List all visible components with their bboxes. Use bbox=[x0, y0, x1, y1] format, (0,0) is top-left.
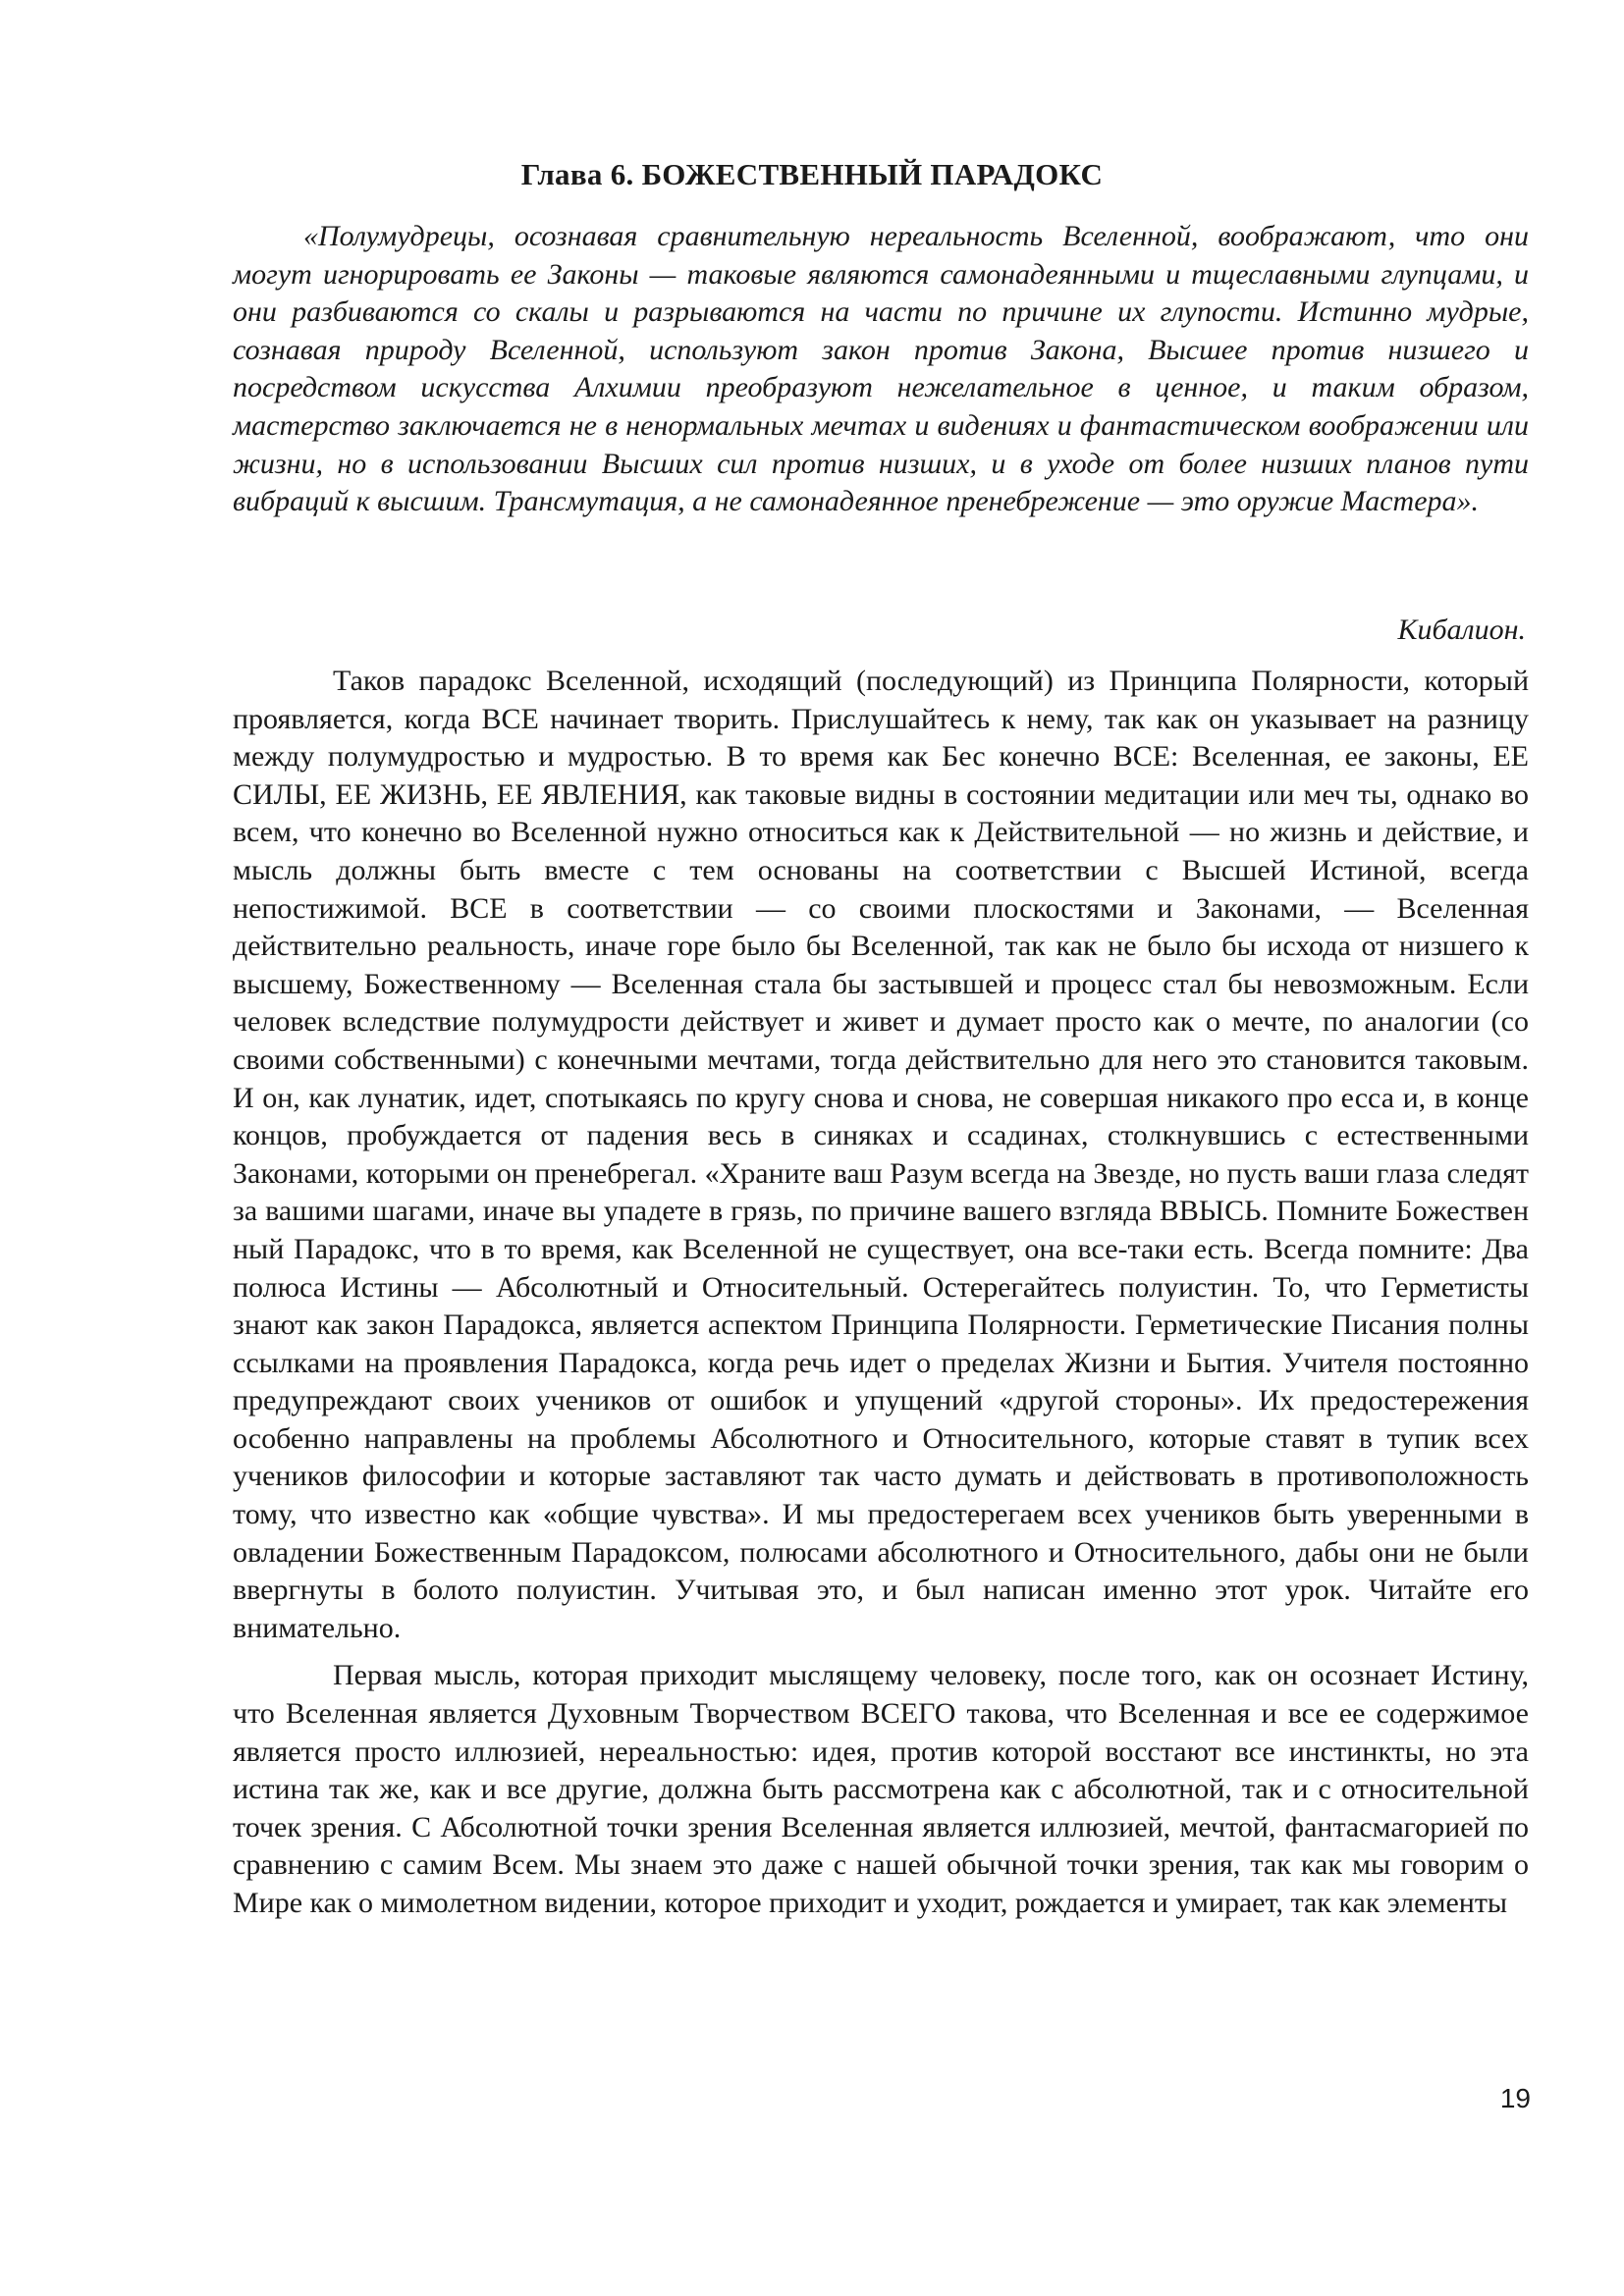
body-text bbox=[233, 663, 1529, 1923]
page-number: 19 bbox=[1499, 2083, 1531, 2113]
chapter-title: Глава 6. БОЖЕСТВЕННЫЙ ПАРАДОКС bbox=[520, 157, 1104, 191]
epigraph-source: Кибалион. bbox=[1397, 614, 1526, 646]
epigraph-quote: «Полумудрецы, осознавая сравнительную нереальность Вселенной, воображают, что они могут игнорировать ее Законы — таковые являются самонадеянными и тщеславными глупцами, и они разбиваются со скалы и разрываются на части по причине их глупости. Истинно мудрые, сознавая природу Вселенной, используют закон против Закона, Высшее против низшего и посредством искусства Алхимии преобразуют нежелательное в ценное, и таким образом, мастерство заключается не в ненормальных мечтах и видениях и фантастическом воображении или жизни, но в использовании Высших сил против низших, и в уходе от более низших планов пути вибраций к высшим. Трансмутация, а не самонадеянное пренебрежение — это оружие Мастера». bbox=[233, 220, 1529, 518]
body-paragraph: Первая мысль, которая приходит мыслящему человеку, после того, как он осознает Истину, что Вселенная является Духовным Творчеством ВСЕГО такова, что Вселенная и все ее содержимое является просто иллюзией, нереальностью: идея, против которой восстают все инстинкты, но эта истина так же, как и все другие, должна быть рассмотрена как с абсолютной, так и с относительной точек зрения. С Абсолютной точки зрения Вселенная является иллюзией, мечтой, фантасмагорией по сравнению с самим Всем. Мы знаем это даже с нашей обычной точки зрения, так как мы говорим о Мире как о мимолетном видении, которое приходит и уходит, рождается и умирает, так как элементы bbox=[233, 1659, 1529, 1919]
body-paragraph: Таков парадокс Вселенной, исходящий (последующий) из Принципа Полярности, который проявляется, когда ВСЕ начинает творить. Прислушайтесь к нему, так как он указывает на разницу между полумудростью и мудростью. В то время как Бес конечно ВСЕ: Вселенная, ее законы, ЕЕ СИЛЫ, ЕЕ ЖИЗНЬ, ЕЕ ЯВЛЕНИЯ, как таковые видны в состоянии медитации или меч ты, однако во всем, что конечно во Вселенной нужно относиться как к Действительной — но жизнь и действие, и мысль должны быть вместе с тем основаны на соответствии с Высшей Истиной, всегда непостижимой. ВСЕ в соответствии — со своими плоскостями и Законами, — Вселенная действительно реальность, иначе горе было бы Вселенной, так как не было бы исхода от низшего к высшему, Божественному — Вселенная стала бы застывшей и процесс стал бы невозможным. Если человек вследствие полумудрости действует и живет и думает просто как о мечте, по аналогии (со своими собственными) с конечными мечтами, тогда действительно для него это становится таковым. И он, как лунатик, идет, спотыкаясь по кругу снова и снова, не совершая никакого про есса и, в конце концов, пробуждается от падения весь в синяках и ссадинах, столкнувшись с естественными Законами, которыми он пренебрегал. «Храните ваш Разум всегда на Звезде, но пусть ваши глаза следят за вашими шагами, иначе вы упадете в грязь, по причине вашего взгляда ВВЫСЬ. Помните Божествен ный Парадокс, что в то время, как Вселенной не существует, она все-таки есть. Всегда помните: Два полюса Истины — Абсолютный и Относительный. Остерегайтесь полуистин. То, что Герметисты знают как закон Парадокса, является аспектом Принципа Полярности. Герметические Писания полны ссылками на проявления Парадокса, когда речь идет о пределах Жизни и Бытия. Учителя постоянно предупреждают своих учеников от ошибок и упущений «другой стороны». Их предостережения особенно направлены на проблемы Абсолютного и Относительного, которые ставят в тупик всех учеников философии и которые заставляют так часто думать и действовать в противоположность тому, что известно как «общие чувства». И мы предостерегаем всех учеников быть уверенными в овладении Божественным Парадоксом, полюсами абсолютного и Относительного, дабы они не были ввергнуты в болото полуистин. Учитывая это, и был написан именно этот урок. Читайте его внимательно. bbox=[233, 665, 1530, 1644]
